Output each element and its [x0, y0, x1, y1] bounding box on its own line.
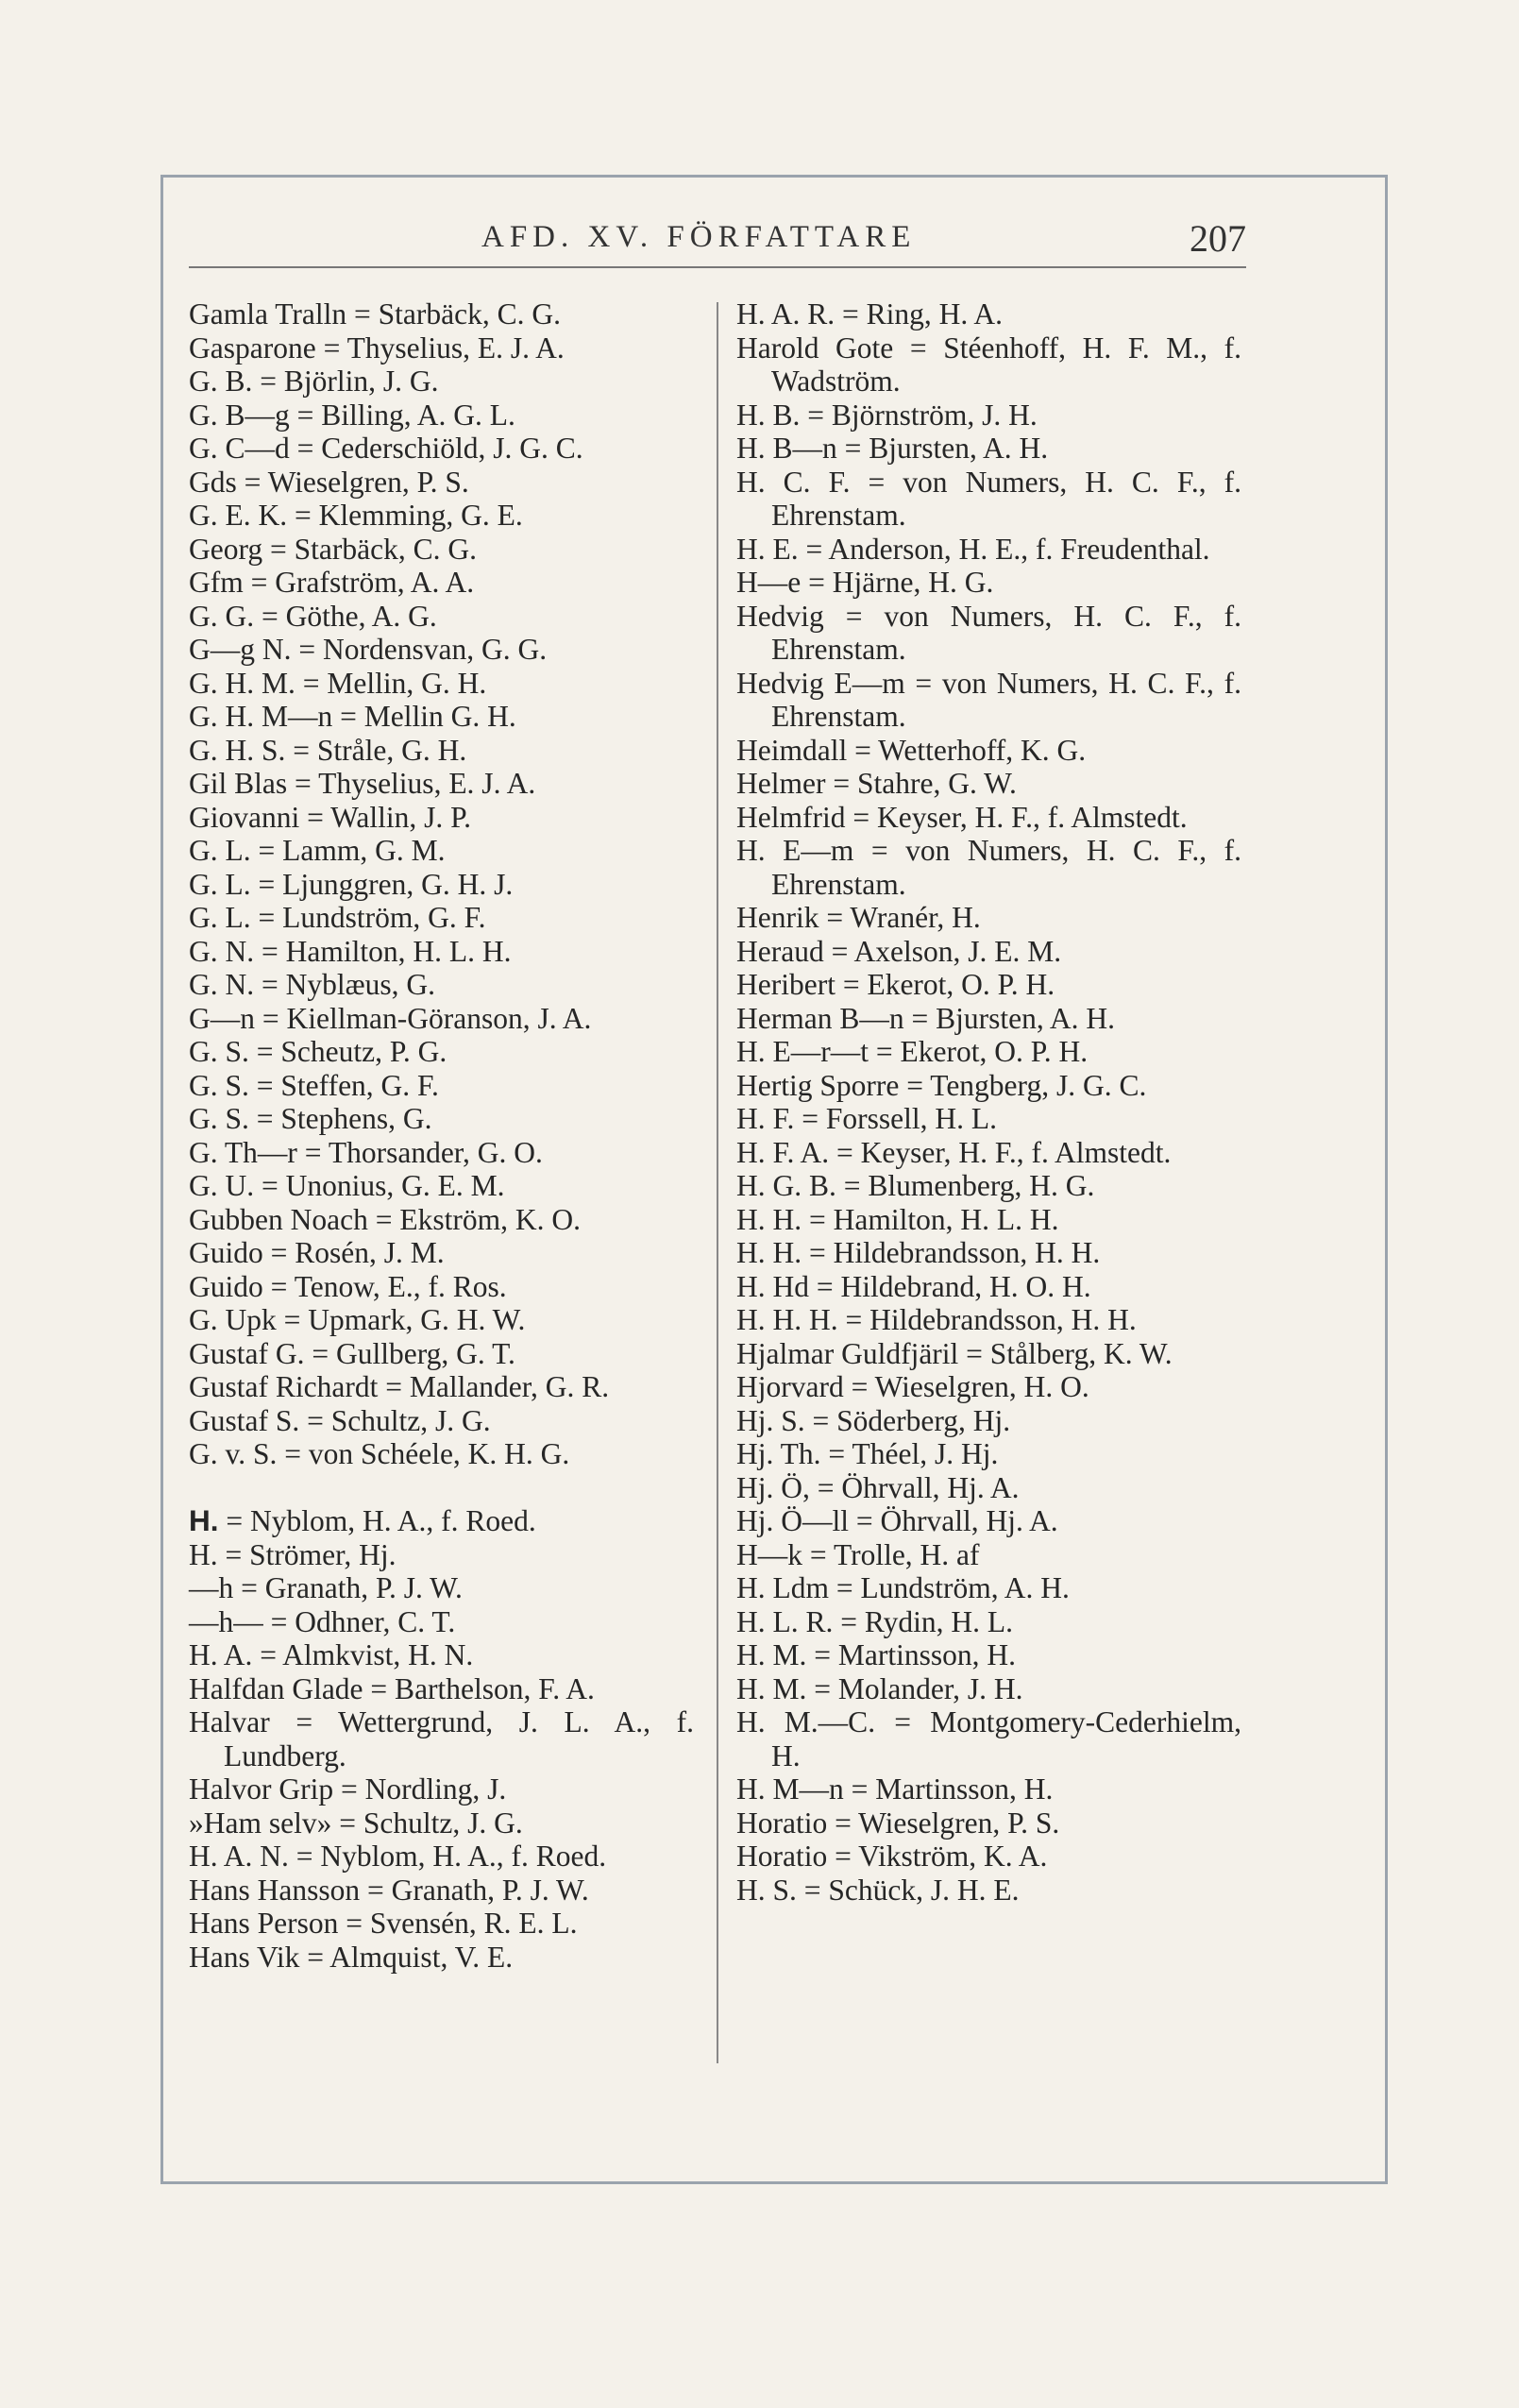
list-item: G. G. = Göthe, A. G. — [189, 599, 437, 633]
list-item: H. M.—C. = Montgomery-Cederhielm, H. — [736, 1705, 1241, 1772]
list-item: Georg = Starbäck, C. G. — [189, 532, 478, 566]
list-item: H. C. F. = von Numers, H. C. F., f. Ehrenstam. — [736, 465, 1241, 532]
entries-h-continued — [736, 297, 1241, 1907]
list-item: Guido = Tenow, E., f. Ros. — [189, 1269, 507, 1303]
section-gap — [189, 1471, 694, 1505]
list-item: H. Ldm = Lundström, A. H. — [736, 1571, 1070, 1604]
list-item: Hj. Ö—ll = Öhrvall, Hj. A. — [736, 1504, 1058, 1537]
section-title: AFD. XV. FÖRFATTARE — [481, 220, 917, 254]
list-item: Hans Vik = Almquist, V. E. — [189, 1940, 514, 1974]
list-item: G—n = Kiellman-Göranson, J. A. — [189, 1001, 592, 1035]
list-item: Gubben Noach = Ekström, K. O. — [189, 1202, 581, 1236]
list-item: G. H. M. = Mellin, G. H. — [189, 666, 487, 700]
list-item: G. H. S. = Stråle, G. H. — [189, 733, 467, 767]
list-item: G—g N. = Nordensvan, G. G. — [189, 633, 548, 666]
list-item: H. M. = Martinsson, H. — [736, 1638, 1017, 1671]
list-item: H. E—r—t = Ekerot, O. P. H. — [736, 1035, 1089, 1068]
list-item: G. B. = Björlin, J. G. — [189, 365, 439, 398]
list-item: Halvor Grip = Nordling, J. — [189, 1772, 507, 1806]
list-item — [189, 1504, 694, 1538]
list-item: H. F. A. = Keyser, H. F., f. Almstedt. — [736, 1135, 1172, 1169]
list-item: Hjalmar Guldfjäril = Stålberg, K. W. — [736, 1336, 1173, 1370]
running-header — [189, 212, 1246, 262]
list-item: G. B—g = Billing, A. G. L. — [189, 398, 515, 432]
list-item: H. M. = Molander, J. H. — [736, 1671, 1023, 1705]
list-item: Heribert = Ekerot, O. P. H. — [736, 968, 1055, 1001]
list-item: G. S. = Stephens, G. — [189, 1102, 432, 1135]
list-item: Hans Hansson = Granath, P. J. W. — [189, 1873, 589, 1907]
list-item: —h— = Odhner, C. T. — [189, 1604, 456, 1638]
list-item: H. H. = Hildebrandsson, H. H. — [736, 1236, 1101, 1269]
list-item: Harold Gote = Stéenhoff, H. F. M., f. Wadström. — [736, 331, 1241, 398]
list-item: H. A. R. = Ring, H. A. — [736, 297, 1004, 331]
list-item: H. S. = Schück, J. H. E. — [736, 1873, 1020, 1907]
list-item: Halfdan Glade = Barthelson, F. A. — [189, 1671, 595, 1705]
list-item: H. E. = Anderson, H. E., f. Freudenthal. — [736, 532, 1210, 566]
list-item: Hjorvard = Wieselgren, H. O. — [736, 1370, 1089, 1403]
entries-g — [189, 297, 694, 1471]
column-divider — [717, 302, 718, 2063]
list-item: Gds = Wieselgren, P. S. — [189, 465, 469, 499]
list-item: Halvar = Wettergrund, J. L. A., f. Lundberg. — [189, 1705, 694, 1772]
list-item: Heraud = Axelson, J. E. M. — [736, 934, 1062, 968]
list-item: G. v. S. = von Schéele, K. H. G. — [189, 1437, 570, 1470]
list-item: Gustaf S. = Schultz, J. G. — [189, 1403, 491, 1437]
list-item: —h = Granath, P. J. W. — [189, 1571, 463, 1604]
list-item: H. Hd = Hildebrand, H. O. H. — [736, 1269, 1091, 1303]
list-item: Hertig Sporre = Tengberg, J. G. C. — [736, 1068, 1147, 1102]
list-item: Gamla Tralln = Starbäck, C. G. — [189, 297, 561, 331]
list-item: »Ham selv» = Schultz, J. G. — [189, 1806, 523, 1840]
list-item: Gustaf Richardt = Mallander, G. R. — [189, 1370, 610, 1403]
list-item: H—e = Hjärne, H. G. — [736, 566, 994, 599]
list-item: G. C—d = Cederschiöld, J. G. C. — [189, 432, 583, 465]
list-item: Hedvig = von Numers, H. C. F., f. Ehrenstam. — [736, 599, 1241, 666]
list-item: Hans Person = Svensén, R. E. L. — [189, 1907, 578, 1940]
list-item: G. U. = Unonius, G. E. M. — [189, 1169, 505, 1202]
list-item: G. L. = Lundström, G. F. — [189, 901, 486, 934]
list-item: Herman B—n = Bjursten, A. H. — [736, 1001, 1115, 1035]
list-item: G. S. = Steffen, G. F. — [189, 1068, 439, 1102]
list-item: G. H. M—n = Mellin G. H. — [189, 700, 516, 733]
list-item: H. H. H. = Hildebrandsson, H. H. — [736, 1303, 1137, 1336]
list-item: Heimdall = Wetterhoff, K. G. — [736, 733, 1087, 767]
list-item: Giovanni = Wallin, J. P. — [189, 800, 472, 834]
right-column — [736, 297, 1241, 1907]
list-item: G. Upk = Upmark, G. H. W. — [189, 1303, 526, 1336]
list-item: H. H. = Hamilton, H. L. H. — [736, 1202, 1059, 1236]
list-item: Gustaf G. = Gullberg, G. T. — [189, 1336, 515, 1370]
list-item: Hj. Th. = Théel, J. Hj. — [736, 1437, 999, 1470]
list-item: Hedvig E—m = von Numers, H. C. F., f. Ehrenstam. — [736, 666, 1241, 733]
list-item: Gasparone = Thyselius, E. J. A. — [189, 331, 565, 365]
section-letter: H. — [189, 1503, 219, 1537]
list-item: H. B. = Björnström, J. H. — [736, 398, 1038, 432]
list-item: Henrik = Wranér, H. — [736, 901, 981, 934]
list-item: Gil Blas = Thyselius, E. J. A. — [189, 767, 536, 800]
list-item: H. = Strömer, Hj. — [189, 1537, 397, 1571]
list-item: H. L. R. = Rydin, H. L. — [736, 1604, 1014, 1638]
list-item: H—k = Trolle, H. af — [736, 1537, 980, 1571]
list-item: Gfm = Grafström, A. A. — [189, 566, 475, 599]
entries-h — [189, 1538, 694, 1975]
list-item: H. M—n = Martinsson, H. — [736, 1772, 1054, 1806]
list-item: Helmfrid = Keyser, H. F., f. Almstedt. — [736, 800, 1188, 834]
list-item: G. S. = Scheutz, P. G. — [189, 1035, 447, 1068]
list-item: H. A. = Almkvist, H. N. — [189, 1638, 474, 1671]
list-item: H. A. N. = Nyblom, H. A., f. Roed. — [189, 1840, 607, 1873]
list-item: H. F. = Forssell, H. L. — [736, 1102, 998, 1135]
list-item: H. B—n = Bjursten, A. H. — [736, 432, 1049, 465]
list-item: Hj. Ö, = Öhrvall, Hj. A. — [736, 1470, 1020, 1504]
entry-text: = Nyblom, H. A., f. Roed. — [218, 1504, 536, 1537]
list-item: Horatio = Vikström, K. A. — [736, 1840, 1048, 1873]
list-item: Horatio = Wieselgren, P. S. — [736, 1806, 1060, 1840]
left-column — [189, 297, 694, 1974]
list-item: G. E. K. = Klemming, G. E. — [189, 499, 523, 532]
list-item: Hj. S. = Söderberg, Hj. — [736, 1403, 1011, 1437]
list-item: G. L. = Ljunggren, G. H. J. — [189, 867, 514, 901]
list-item: G. N. = Nyblæus, G. — [189, 968, 436, 1001]
list-item: G. L. = Lamm, G. M. — [189, 834, 446, 867]
list-item: G. Th—r = Thorsander, G. O. — [189, 1135, 543, 1169]
list-item: Guido = Rosén, J. M. — [189, 1236, 445, 1269]
list-item: Helmer = Stahre, G. W. — [736, 767, 1017, 800]
page-number: 207 — [1190, 217, 1246, 260]
list-item: G. N. = Hamilton, H. L. H. — [189, 934, 512, 968]
list-item: H. E—m = von Numers, H. C. F., f. Ehrenstam. — [736, 834, 1241, 901]
header-rule — [189, 266, 1246, 268]
list-item: H. G. B. = Blumenberg, H. G. — [736, 1169, 1095, 1202]
